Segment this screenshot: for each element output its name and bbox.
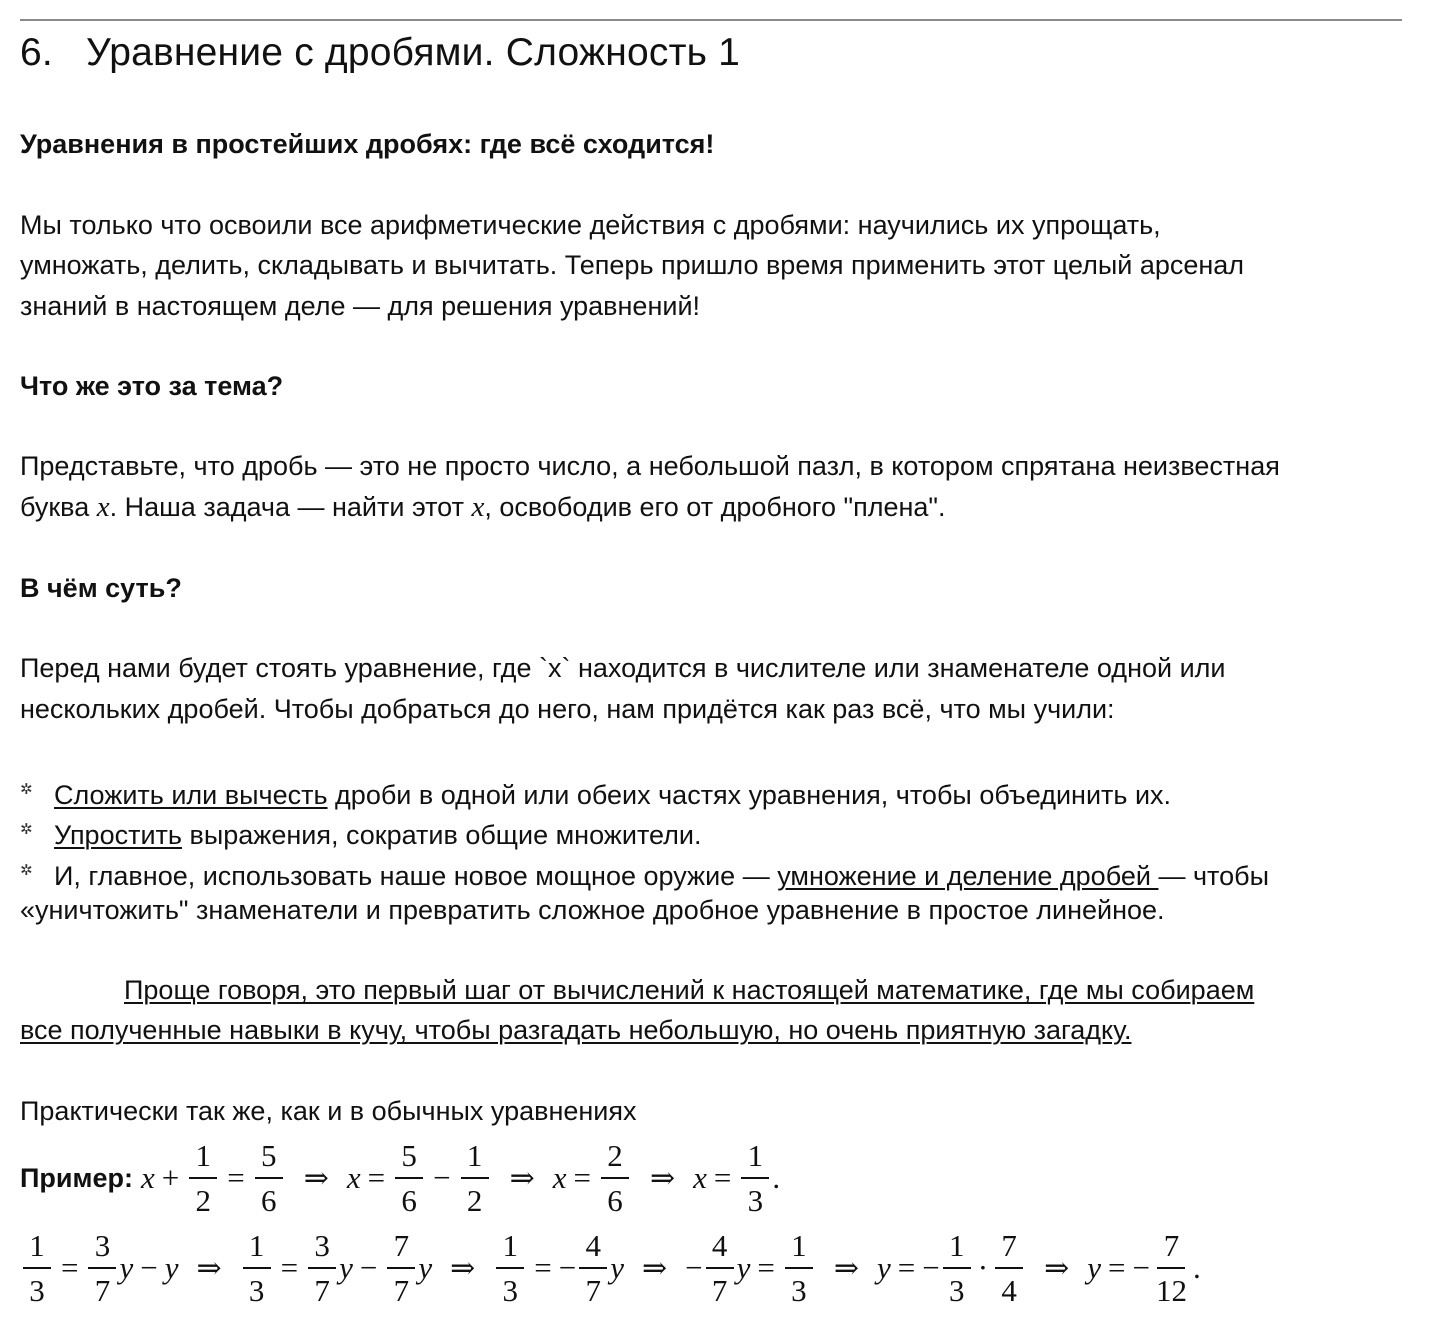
math-var: y <box>877 1250 891 1285</box>
math-op: − <box>685 1250 703 1285</box>
implies-arrow: ⇒ <box>642 1251 668 1285</box>
list-item-text: дроби в одной или обеих частях уравнения, чтобы объединить их. <box>327 780 1172 810</box>
math-op: = <box>713 1160 732 1195</box>
fraction: $\frac{7}{4}$ <box>995 1230 1023 1306</box>
math-var: y <box>610 1250 625 1285</box>
math-op: = <box>897 1250 916 1285</box>
bullet-icon: ✲ <box>20 781 33 798</box>
fraction: $\frac{1}{2}$ <box>189 1140 217 1216</box>
math-op: = <box>280 1250 299 1285</box>
heading-topic: Что же это за тема? <box>20 371 284 401</box>
math-var: y <box>418 1250 433 1285</box>
fraction: $\frac{1}{3}$ <box>943 1230 971 1306</box>
fraction: $\frac{3}{7}$ <box>88 1230 116 1306</box>
math-op: + <box>161 1160 180 1195</box>
heading-essence: В чём суть? <box>20 573 182 603</box>
variable-x: x <box>96 491 110 523</box>
topic-line-2 <box>20 487 946 528</box>
fraction: $\frac{1}{3}$ <box>741 1140 769 1216</box>
list-item-continuation: «уничтожить" знаменатели и превратить сложное дробное уравнение в простое линейное. <box>20 895 1165 925</box>
fraction: $\frac{1}{3}$ <box>496 1230 524 1306</box>
fraction: $\frac{7}{7}$ <box>387 1230 415 1306</box>
list-item-text: — чтобы <box>1158 861 1269 891</box>
example-label: Пример: <box>20 1162 133 1193</box>
fraction: $\frac{4}{7}$ <box>579 1230 607 1306</box>
math-op: = <box>534 1250 552 1285</box>
math-op: − <box>558 1250 577 1285</box>
math-period: . <box>772 1160 781 1195</box>
topic-line-2-c: , освободив его от дробного "плена". <box>484 492 946 522</box>
link-simplify[interactable]: Упростить <box>54 820 182 850</box>
bullet-icon: ✲ <box>20 862 33 879</box>
math-op: = <box>227 1160 245 1195</box>
essence-line-1: Перед нами будет стоять уравнение, где `x` находится в числителе или знаменателе одной или <box>20 653 1226 683</box>
math-op: = <box>757 1250 775 1285</box>
practice-note: Практически так же, как и в обычных уравнениях <box>20 1096 637 1126</box>
example-equation-2 <box>20 1228 1201 1308</box>
intro-line-1: Мы только что освоили все арифметические действия с дробями: научились их упрощать, <box>20 210 1161 240</box>
math-op: − <box>922 1250 940 1285</box>
essence-line-2: нескольких дробей. Чтобы добраться до него, нам придётся как раз всё, что мы учили: <box>20 694 1115 724</box>
link-add-subtract[interactable]: Сложить или вычесть <box>54 780 328 810</box>
fraction: $\frac{1}{3}$ <box>23 1230 51 1306</box>
intro-line-2: умножать, делить, складывать и вычитать. Теперь пришло время применить этот целый арсенал <box>20 250 1245 280</box>
math-op: − <box>140 1250 158 1285</box>
page-title <box>20 28 740 78</box>
fraction: $\frac{7}{12}$ <box>1155 1228 1187 1308</box>
math-var: x <box>693 1160 707 1195</box>
intro-line-3: знаний в настоящем деле — для решения уравнений! <box>20 291 701 321</box>
variable-x: x <box>471 491 485 523</box>
implies-arrow: ⇒ <box>649 1161 676 1195</box>
math-op: = <box>61 1250 79 1285</box>
topic-line-2-b: . Наша задача — найти этот <box>109 492 472 522</box>
implies-arrow: ⇒ <box>509 1161 535 1195</box>
section-number: 6. <box>20 31 53 74</box>
math-var: x <box>346 1160 361 1195</box>
list-item <box>20 809 701 856</box>
math-op: · <box>977 1250 989 1285</box>
heading-equations: Уравнения в простейших дробях: где всё сходится! <box>20 129 715 159</box>
bullet-icon: ✲ <box>20 821 33 838</box>
top-divider <box>20 19 1402 21</box>
math-op: − <box>433 1160 451 1195</box>
fraction: $\frac{5}{6}$ <box>395 1140 423 1216</box>
fraction: $\frac{1}{3}$ <box>785 1230 813 1306</box>
math-var: y <box>164 1250 179 1285</box>
implies-arrow: ⇒ <box>833 1251 860 1285</box>
list-item-text: И, главное, использовать наше новое мощное оружие — <box>54 861 778 891</box>
topic-line-2-a: буква <box>20 492 97 522</box>
summary-line-1: Проще говоря, это первый шаг от вычислений к настоящей математике, где мы собираем <box>124 975 1255 1005</box>
section-title-text: Уравнение с дробями. Сложность 1 <box>86 31 741 74</box>
math-var: y <box>119 1250 134 1285</box>
math-var: x <box>552 1160 567 1195</box>
fraction: $\frac{1}{3}$ <box>243 1230 271 1306</box>
link-multiply-divide[interactable]: умножение и деление дробей <box>777 861 1159 891</box>
math-var: y <box>339 1250 353 1285</box>
fraction: $\frac{3}{7}$ <box>308 1230 336 1306</box>
fraction: $\frac{4}{7}$ <box>706 1230 734 1306</box>
implies-arrow: ⇒ <box>450 1251 476 1285</box>
math-op: = <box>367 1160 386 1195</box>
implies-arrow: ⇒ <box>303 1161 329 1195</box>
list-item-text: выражения, сократив общие множители. <box>181 820 702 850</box>
example-equation-1 <box>20 1138 780 1218</box>
math-op: − <box>359 1250 378 1285</box>
math-op: − <box>1132 1250 1150 1285</box>
fraction: $\frac{5}{6}$ <box>255 1140 283 1216</box>
fraction: $\frac{1}{2}$ <box>461 1140 489 1216</box>
math-var: y <box>736 1250 751 1285</box>
math-period: . <box>1192 1250 1201 1285</box>
math-var: x <box>140 1160 155 1195</box>
math-var: y <box>1087 1250 1101 1285</box>
math-op: = <box>1108 1250 1126 1285</box>
topic-line-1: Представьте, что дробь — это не просто число, а небольшой пазл, в котором спрятана неизвестная <box>20 451 1280 481</box>
implies-arrow: ⇒ <box>196 1251 222 1285</box>
math-op: = <box>573 1160 591 1195</box>
fraction: $\frac{2}{6}$ <box>601 1140 629 1216</box>
implies-arrow: ⇒ <box>1044 1251 1070 1285</box>
summary-line-2: все полученные навыки в кучу, чтобы разгадать небольшую, но очень приятную загадку. <box>20 1015 1132 1045</box>
